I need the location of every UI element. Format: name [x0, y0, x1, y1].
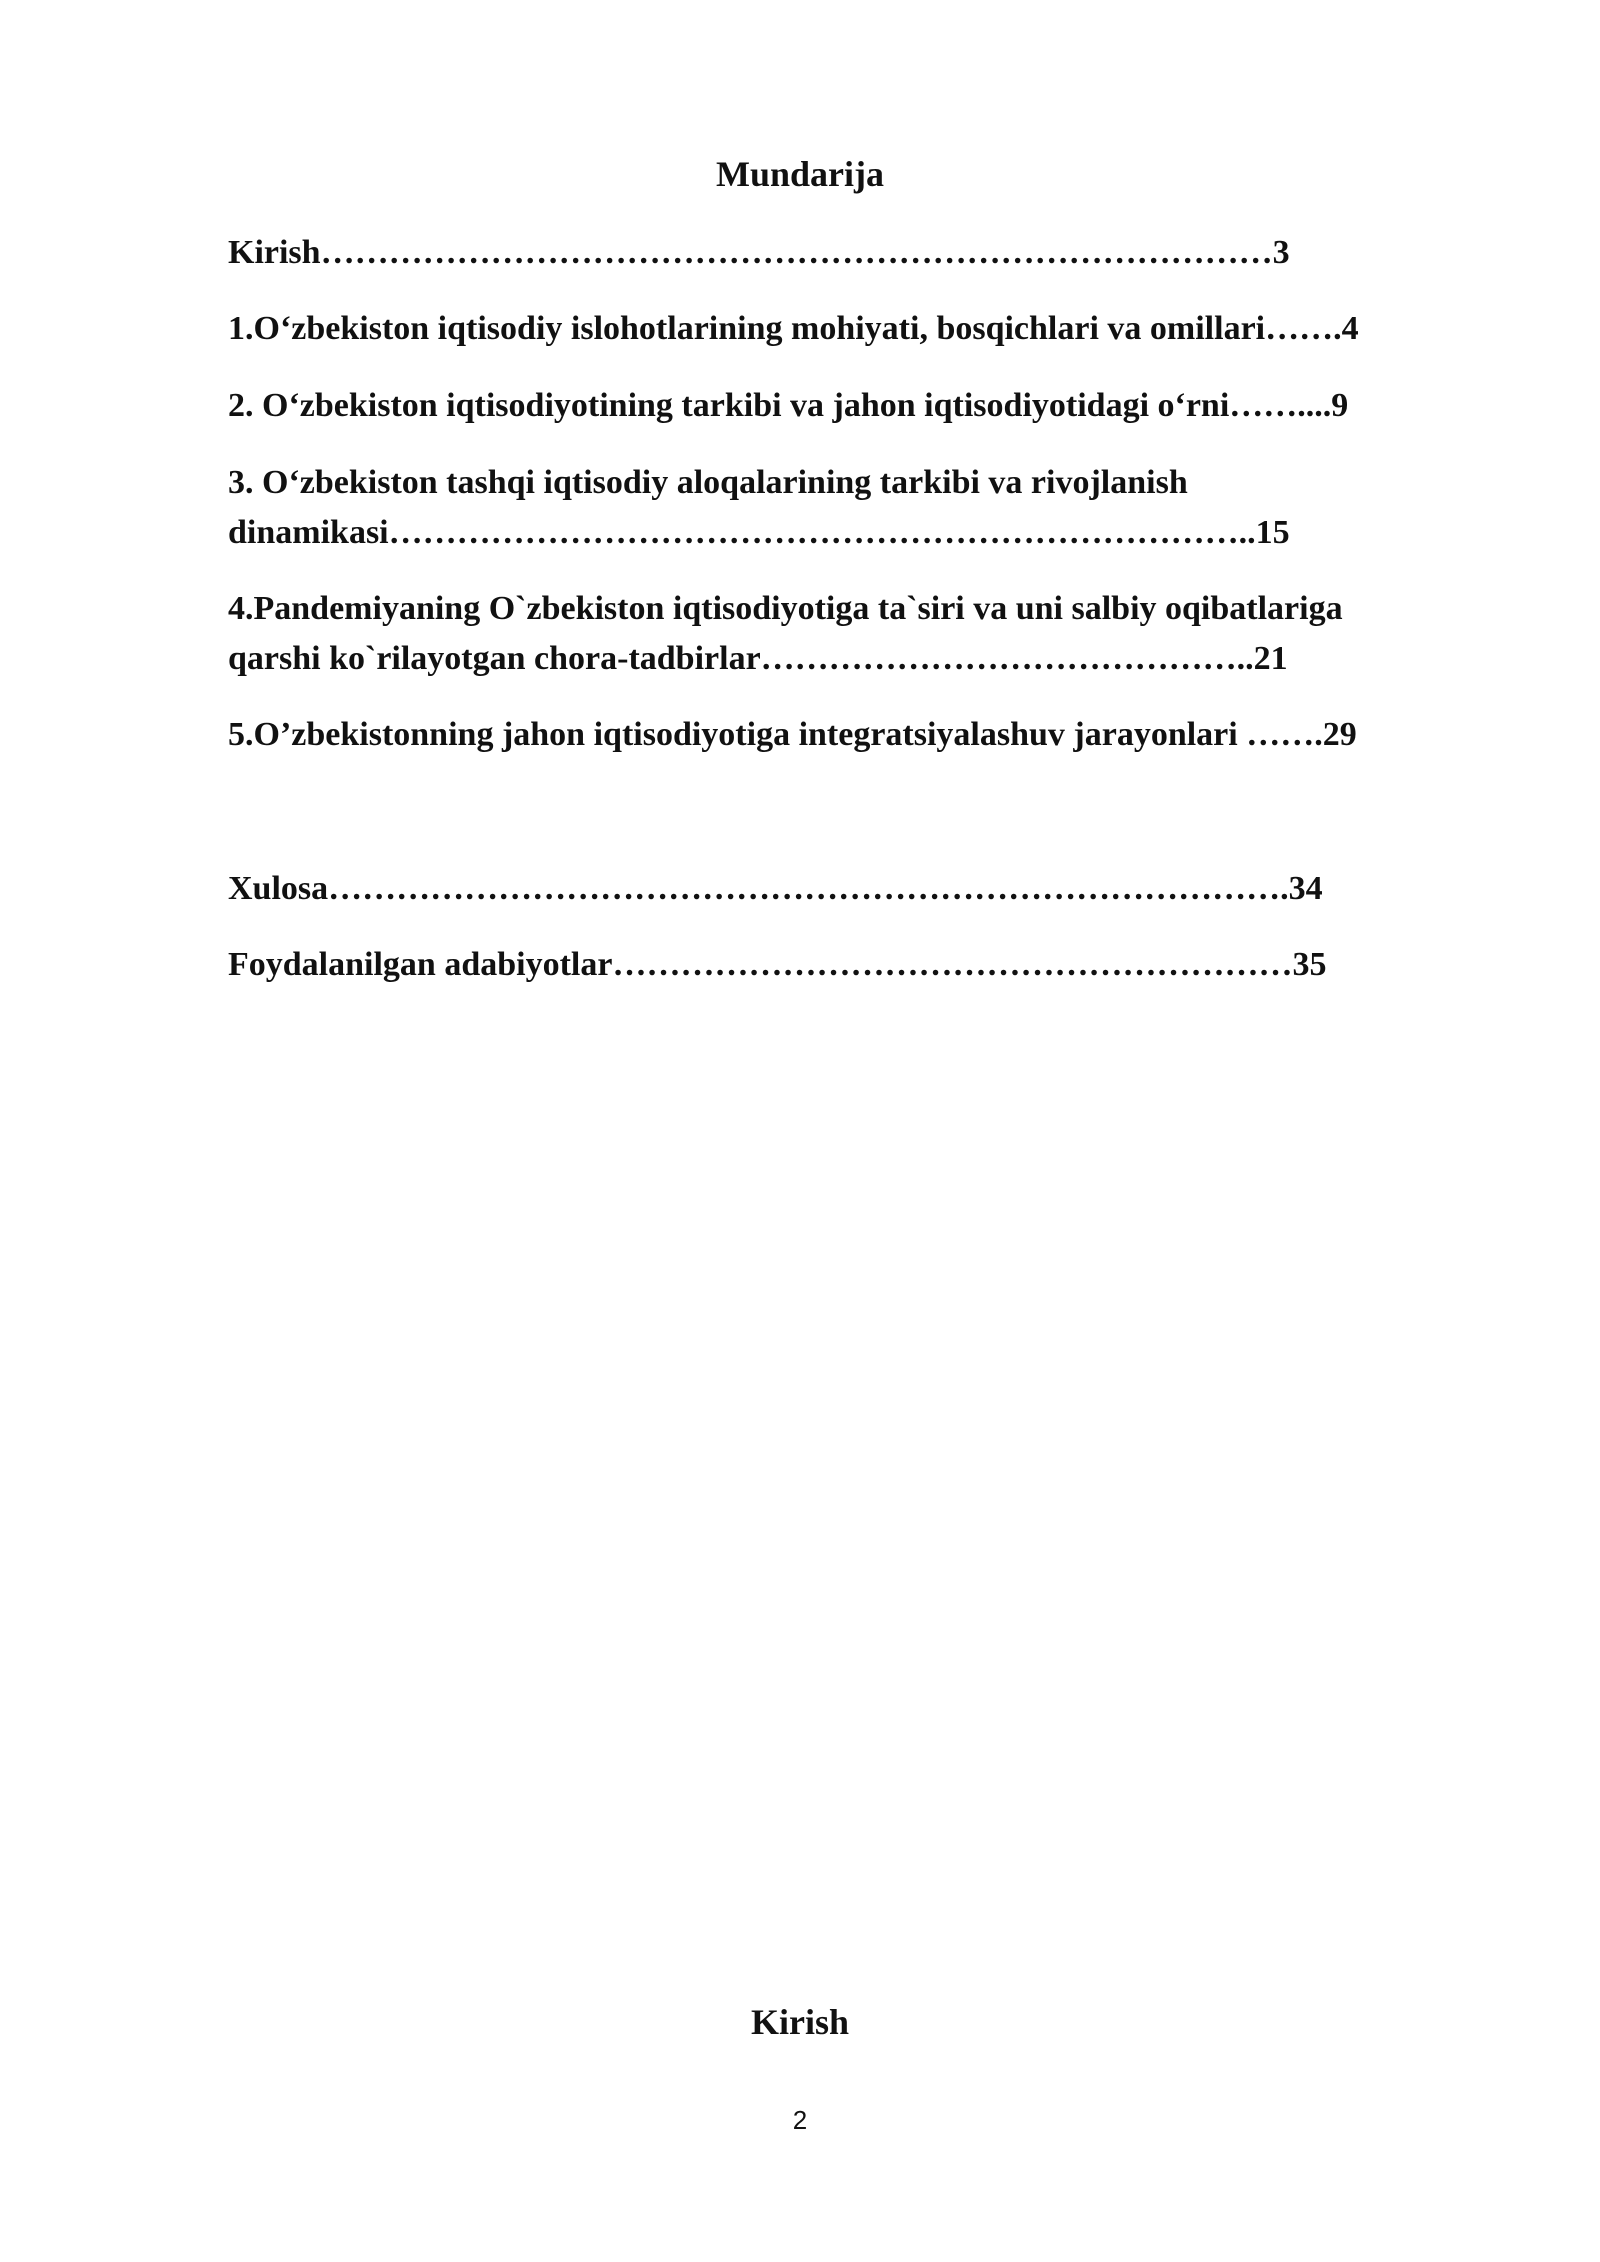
toc-entry-line: 4.Pandemiyaning O`zbekiston iqtisodiyotiga ta`siri va uni salbiy oqibatlariga [228, 590, 1343, 627]
page-number: 2 [792, 2105, 808, 2135]
toc-entry-adabiyotlar[interactable] [228, 940, 1480, 990]
toc-entry-line: Kirish…………………………………………………………………………3 [228, 234, 1290, 271]
toc-entry-line: 2. O‘zbekiston iqtisodiyotining tarkibi va jahon iqtisodiyotidagi o‘rni……....9 [228, 387, 1349, 424]
section-heading: Kirish [750, 2002, 849, 2042]
toc-entry-line: Foydalanilgan adabiyotlar……………………………………………………35 [228, 946, 1327, 983]
toc-entry-line: 1.O‘zbekiston iqtisodiy islohotlarining mohiyati, bosqichlari va omillari…….4 [228, 310, 1359, 347]
toc-entry-xulosa[interactable] [228, 864, 1480, 914]
toc-entry-chapter-1[interactable] [228, 304, 1480, 354]
toc-entry-line: Xulosa………………………………………………………………………….34 [228, 870, 1323, 907]
toc-entry-line: qarshi ko`rilayotgan chora-tadbirlar……………………………………..21 [228, 640, 1288, 677]
toc-entry-chapter-5[interactable] [228, 710, 1480, 760]
toc-entry-kirish[interactable] [228, 228, 1480, 278]
toc-entry-line: 5.O’zbekistonning jahon iqtisodiyotiga integratsiyalashuv jarayonlari …….29 [228, 716, 1357, 753]
toc-entry-chapter-3[interactable] [228, 458, 1480, 558]
toc-entry-chapter-4[interactable] [228, 584, 1480, 684]
toc-entry-chapter-2[interactable] [228, 381, 1480, 431]
toc-entry-line: 3. O‘zbekiston tashqi iqtisodiy aloqalarining tarkibi va rivojlanish [228, 464, 1188, 501]
toc-entry-line: dinamikasi…………………………………………………………………..15 [228, 514, 1290, 551]
toc-title: Mundarija [715, 154, 884, 194]
